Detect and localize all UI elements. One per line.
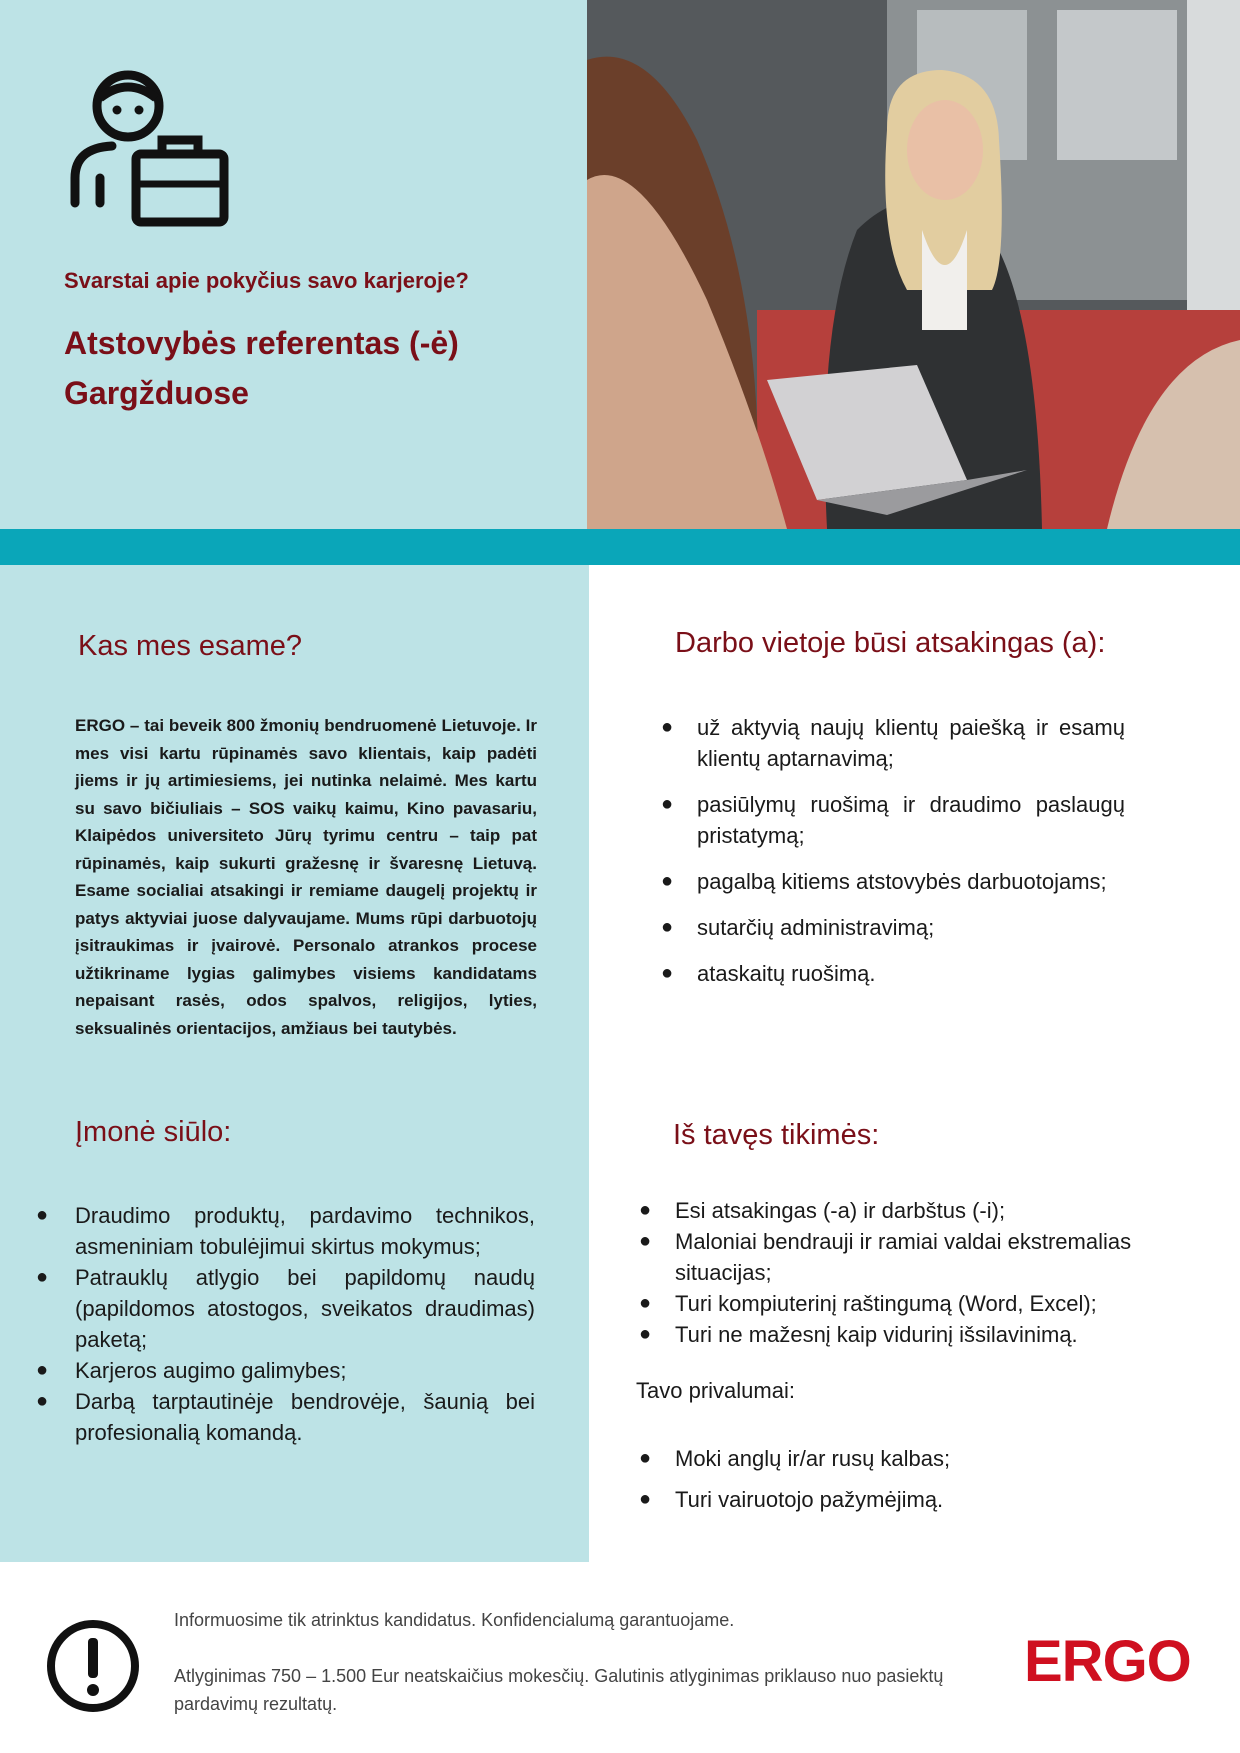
expectations-heading: Iš tavęs tikimės: [673,1119,880,1151]
list-item: ● sutarčių administravimą; [661,915,935,940]
list-item: ● Darbą tarptautinėje bendrovėje, šaunią bei profesionalią komandą. [36,1389,535,1445]
list-item: ● Karjeros augimo galimybes; [36,1358,347,1383]
list-item: ● Maloniai bendrauji ir ramiai valdai ekstremalias situacijas; [639,1229,1132,1285]
privileges-label: Tavo privalumai: [636,1378,795,1403]
ergo-logo: ERGO [1024,1629,1191,1694]
company-offers-list [30,1200,535,1448]
list-item: ● už aktyvią naujų klientų paiešką ir esamų klientų aptarnavimą; [661,715,1125,771]
person-with-briefcase-icon [70,68,235,228]
page-subtitle: Svarstai apie pokyčius savo karjeroje? [64,268,469,293]
exclamation-circle-icon [45,1618,141,1714]
list-item: ● pagalbą kitiems atstovybės darbuotojams; [661,869,1107,894]
footer-salary-info: Atlyginimas 750 – 1.500 Eur neatskaičius mokesčių. Galutinis atlyginimas priklauso nuo pasiektų pardavimų rezultatų. [174,1666,944,1714]
list-item: ● ataskaitų ruošimą. [661,961,876,986]
who-we-are-heading: Kas mes esame? [78,630,303,662]
header-photo [587,0,1240,529]
list-item: ● Turi vairuotojo pažymėjimą. [639,1487,944,1512]
responsibilities-list [655,712,1125,1004]
teal-divider-band [0,529,1240,565]
photo-illustration [587,0,1240,529]
privileges-list [633,1443,1153,1525]
list-item: ● pasiūlymų ruošimą ir draudimo paslaugų pristatymą; [661,792,1125,848]
company-offers-heading: Įmonė siūlo: [75,1116,232,1148]
who-we-are-text: ERGO – tai beveik 800 žmonių bendruomenė Lietuvoje. Ir mes visi kartu rūpinamės savo klientais, kaip padėti jiems ir jų artimiesiems, jei nutinka nelaimė. Mes kartu su savo bičiuliais – SOS vaikų kaimu, Kino pavasariu, Klaipėdos universiteto Jūrų tyrimu centru – taip pat rūpinamės, kaip sukurti gražesnę ir švaresnę Lietuvą. Esame socialiai atsakingi ir remiame daugelį projektų ir patys aktyviai juose dalyvaujame. Mums rūpi darbuotojų įsitraukimas ir įvairovė. Personalo atrankos procese užtikriname lygias galimybes visiems kandidatams nepaisant rasės, odos spalvos, religijos, lyties, seksualinės orientacijos, amžiaus bei tautybės. [75,716,537,1038]
responsibilities-heading: Darbo vietoje būsi atsakingas (a): [675,627,1106,659]
list-item: ● Patrauklų atlygio bei papildomų naudų (papildomos atostogos, sveikatos draudimas) paketą; [36,1265,535,1352]
expectations-list [633,1195,1153,1350]
list-item: ● Esi atsakingas (-a) ir darbštus (-i); [639,1198,1006,1223]
title-line-2: Gargžduose [64,375,249,411]
footer-notice: Informuosime tik atrinktus kandidatus. Konfidencialumą garantuojame. [174,1610,735,1630]
list-item: ● Turi kompiuterinį raštingumą (Word, Excel); [639,1291,1097,1316]
list-item: ● Draudimo produktų, pardavimo technikos, asmeniniam tobulėjimui skirtus mokymus; [36,1203,535,1259]
list-item: ● Turi ne mažesnį kaip vidurinį išsilavinimą. [639,1322,1078,1347]
list-item: ● Moki anglų ir/ar rusų kalbas; [639,1446,951,1471]
page-title [64,318,564,418]
title-line-1: Atstovybės referentas (-ė) [64,325,459,361]
